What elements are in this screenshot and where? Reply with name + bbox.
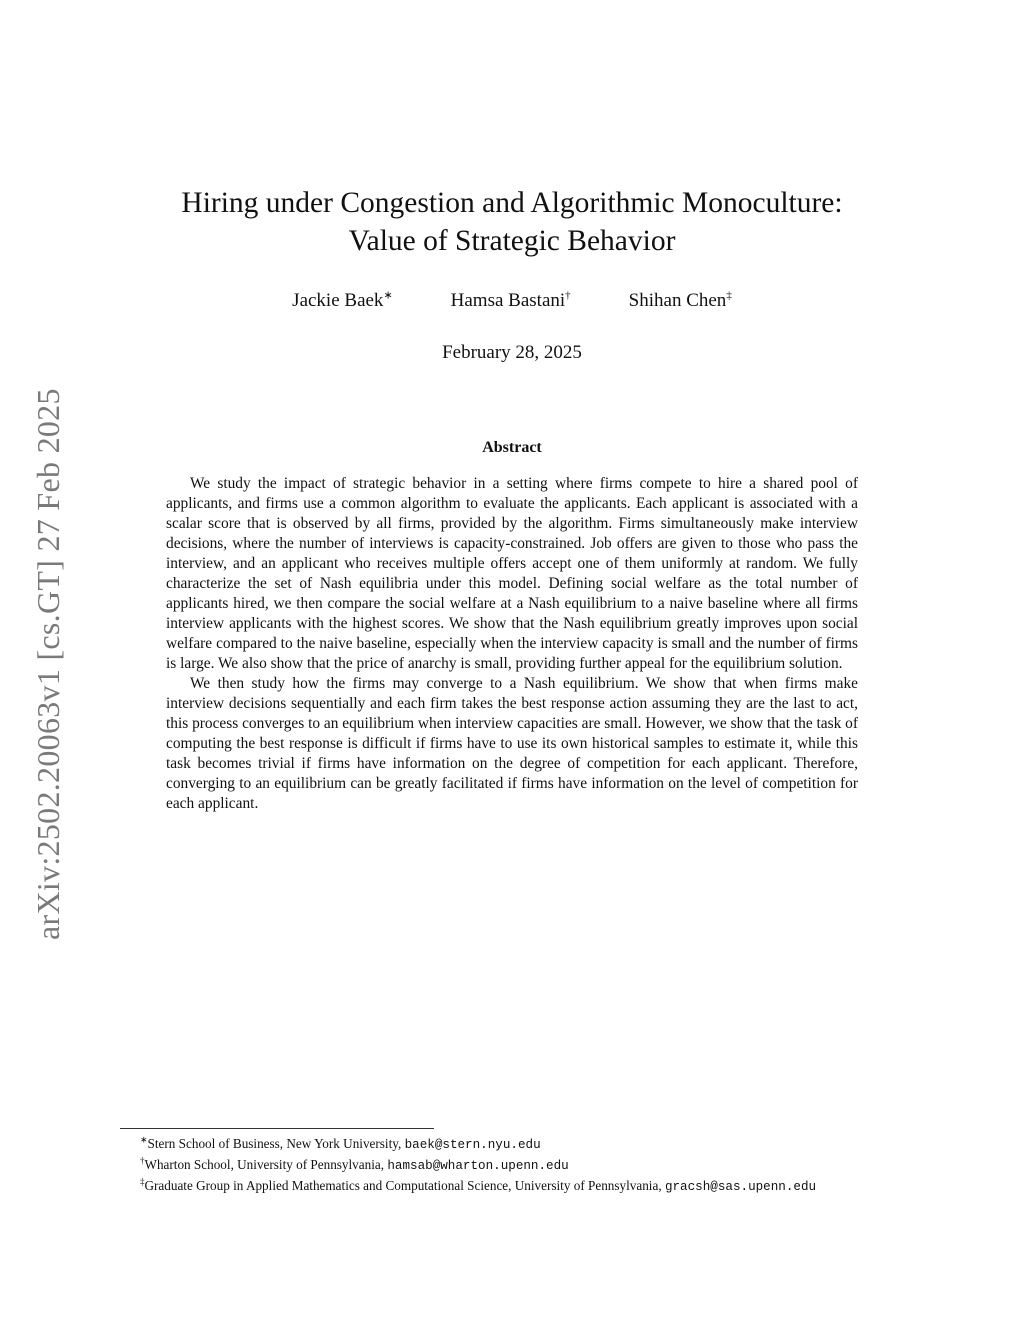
footnote-mark: ∗ [140,1134,148,1145]
footnote-mark: † [140,1155,145,1166]
author-name: Hamsa Bastani [450,290,566,311]
footnote-1 [120,1134,904,1155]
abstract-paragraph-2: We then study how the firms may converge to a Nash equilibrium. We show that when firms make interview decisions sequentially and each firm takes the best response action assuming they are the last to act, this process converges to an equilibrium when interview capacities are small. However, we show that the task of computing the best response is difficult if firms have to use its own historical samples to estimate it, while this task becomes trivial if firms have information on the degree of competition for each applicant. Therefore, converging to an equilibrium can be greatly facilitated if firms have information on the level of competition for each applicant. [166,675,858,812]
author-chen [629,290,732,312]
footnote-3 [120,1176,904,1197]
author-mark: ∗ [383,289,393,302]
footnote-email: hamsab@wharton.upenn.edu [387,1159,569,1173]
author-name: Jackie Baek [292,290,384,311]
abstract-body [166,474,858,814]
author-bastani [451,290,571,312]
author-mark: † [565,289,571,302]
paper-title [120,184,904,260]
abstract-heading: Abstract [482,439,542,456]
author-name: Shihan Chen [628,290,727,311]
footnote-text: Graduate Group in Applied Mathematics and Computational Science, University of Pennsylvania, [144,1178,665,1193]
footnote-email: baek@stern.nyu.edu [404,1138,541,1152]
footnote-mark: ‡ [140,1176,145,1187]
paper-date: February 28, 2025 [442,342,582,363]
author-baek [292,290,392,312]
footnote-text: Wharton School, University of Pennsylvania, [144,1157,388,1172]
abstract-paragraph-1: We study the impact of strategic behavior in a setting where firms compete to hire a shared pool of applicants, and firms use a common algorithm to evaluate the applicants. Each applicant is associated with a scalar score that is observed by all firms, provided by the algorithm. Firms simultaneously make interview decisions, where the number of interviews is capacity-constrained. Job offers are given to those who pass the interview, and an applicant who receives multiple offers accept one of them uniformly at random. We fully characterize the set of Nash equilibria under this model. Defining social welfare as the total number of applicants hired, we then compare the social welfare at a Nash equilibrium to a naive baseline where all firms interview applicants with the highest scores. We show that the Nash equilibrium greatly improves upon social welfare compared to the naive baseline, especially when the interview capacity is small and the number of firms is large. We also show that the price of anarchy is small, providing further appeal for the equilibrium solution. [166,475,858,672]
footnote-divider [120,1128,434,1129]
author-mark: ‡ [726,289,732,302]
footnote-email: gracsh@sas.upenn.edu [664,1180,817,1194]
arxiv-identifier: arXiv:2502.20063v1 [cs.GT] 27 Feb 2025 [30,388,66,940]
author-list [120,290,904,312]
footnotes [120,1134,904,1197]
footnote-2 [120,1155,904,1176]
title-line-2: Value of Strategic Behavior [348,225,676,257]
footnote-text: Stern School of Business, New York University, [147,1136,405,1151]
title-line-1: Hiring under Congestion and Algorithmic Monoculture: [181,187,843,219]
